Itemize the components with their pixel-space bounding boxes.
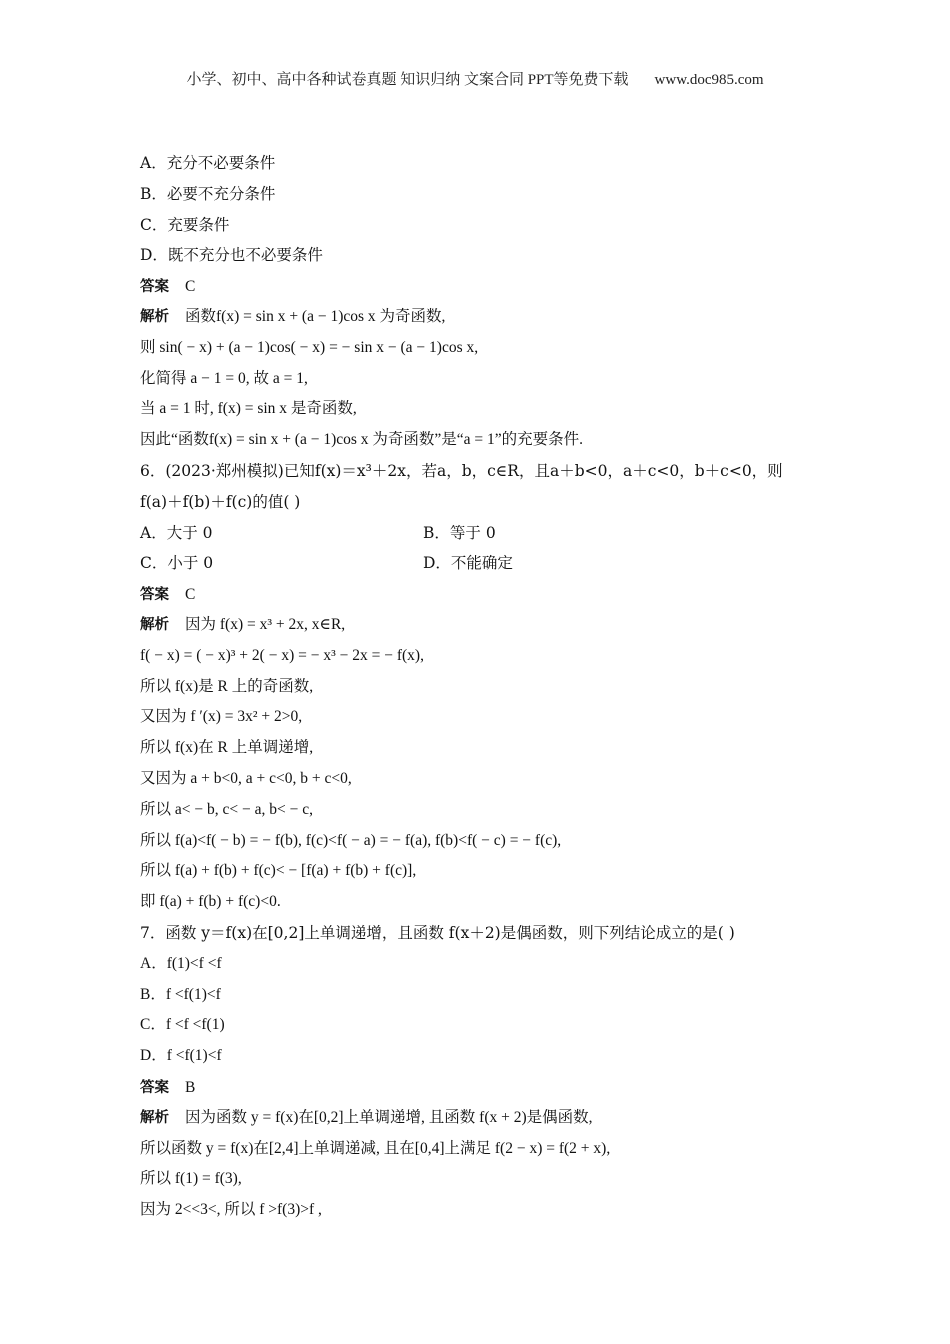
q5-analysis-line-1: [140, 302, 820, 333]
q6-stem-line-1: 6．(2023·郑州模拟)已知f(x)＝x³＋2x，若a，b，c∈R，且a＋b<0，a＋c<0，b＋c<0，则: [140, 461, 783, 480]
q6-analysis-line-10: 即 f(a) + f(b) + f(c)<0.: [140, 893, 281, 911]
q7-analysis-line-1: [140, 1103, 820, 1134]
analysis-text: 因为 f(x) = x³ + 2x, x∈R,: [185, 615, 346, 633]
q6-stem-line-2: f(a)＋f(b)＋f(c)的值( ): [140, 492, 301, 511]
q6-option-b: B．等于 0: [423, 523, 496, 542]
q6-analysis-line-5: 所以 f(x)在 R 上单调递增,: [140, 739, 314, 757]
q7-option-c: C．f <f <f(1): [140, 1016, 225, 1034]
q6-analysis-line-7: 所以 a< − b, c< − a, b< − c,: [140, 800, 313, 818]
q6-options-row-1: [140, 518, 820, 549]
q6-options-row-2: [140, 548, 820, 579]
q6-option-c: C．小于 0: [140, 554, 214, 573]
q5-analysis-line-3: 化简得 a − 1 = 0, 故 a = 1,: [140, 369, 308, 387]
q6-analysis-line-2: f( − x) = ( − x)³ + 2( − x) = − x³ − 2x = − f(x),: [140, 646, 424, 664]
answer-value: B: [185, 1078, 196, 1096]
analysis-label: 解析: [140, 616, 169, 633]
q7-analysis-line-4: 因为 2<<3<, 所以 f >f(3)>f ,: [140, 1201, 322, 1219]
q5-analysis-line-5: 因此“函数f(x) = sin x + (a − 1)cos x 为奇函数”是“a = 1”的充要条件.: [140, 431, 584, 449]
q7-option-d: D．f <f(1)<f: [140, 1047, 222, 1065]
answer-value: C: [185, 278, 196, 296]
analysis-text: 因为函数 y = f(x)在[0,2]上单调递增, 且函数 f(x + 2)是偶函数,: [185, 1108, 593, 1126]
answer-label: 答案: [140, 587, 169, 604]
q6-analysis-line-3: 所以 f(x)是 R 上的奇函数,: [140, 677, 314, 695]
q6-option-a: A．大于 0: [140, 523, 213, 542]
header-site: www.doc985.com: [654, 72, 764, 88]
q6-answer: [140, 579, 820, 610]
q6-analysis-line-8: 所以 f(a)<f( − b) = − f(b), f(c)<f( − a) = − f(a), f(b)<f( − c) = − f(c),: [140, 831, 562, 849]
q6-analysis-line-9: 所以 f(a) + f(b) + f(c)< − [f(a) + f(b) + f(c)],: [140, 862, 417, 880]
answer-label: 答案: [140, 1079, 169, 1096]
q5-analysis-line-2: 则 sin( − x) + (a − 1)cos( − x) = − sin x − (a − 1)cos x,: [140, 338, 479, 356]
q5-option-c: C．充要条件: [140, 215, 230, 234]
q6-analysis-line-6: 又因为 a + b<0, a + c<0, b + c<0,: [140, 769, 352, 787]
page-header: [0, 68, 950, 89]
q5-option-b: B．必要不充分条件: [140, 184, 276, 203]
q7-option-b: B．f <f(1)<f: [140, 985, 221, 1003]
q7-stem: 7．函数 y＝f(x)在[0,2]上单调递增，且函数 f(x＋2)是偶函数，则下列结论成立的是( ): [140, 923, 735, 942]
q7-option-a: A．f(1)<f <f: [140, 954, 222, 972]
header-text: 小学、初中、高中各种试卷真题 知识归纳 文案合同 PPT等免费下载: [186, 72, 629, 88]
q5-analysis-line-4: 当 a = 1 时, f(x) = sin x 是奇函数,: [140, 400, 357, 418]
q5-option-d: D．既不充分也不必要条件: [140, 246, 323, 265]
q7-answer: [140, 1072, 820, 1103]
analysis-label: 解析: [140, 308, 169, 325]
q6-analysis-line-1: [140, 610, 820, 641]
q5-answer: [140, 271, 820, 302]
answer-label: 答案: [140, 279, 169, 296]
q6-analysis-line-4: 又因为 f ′(x) = 3x² + 2>0,: [140, 708, 303, 726]
document-body: [140, 148, 820, 1226]
answer-value: C: [185, 586, 196, 604]
analysis-text: 函数f(x) = sin x + (a − 1)cos x 为奇函数,: [185, 307, 446, 325]
q7-analysis-line-3: 所以 f(1) = f(3),: [140, 1170, 242, 1188]
q5-option-a: A．充分不必要条件: [140, 154, 276, 172]
analysis-label: 解析: [140, 1109, 169, 1126]
q6-option-d: D．不能确定: [423, 554, 513, 573]
q7-analysis-line-2: 所以函数 y = f(x)在[2,4]上单调递减, 且在[0,4]上满足 f(2 − x) = f(2 + x),: [140, 1139, 611, 1157]
